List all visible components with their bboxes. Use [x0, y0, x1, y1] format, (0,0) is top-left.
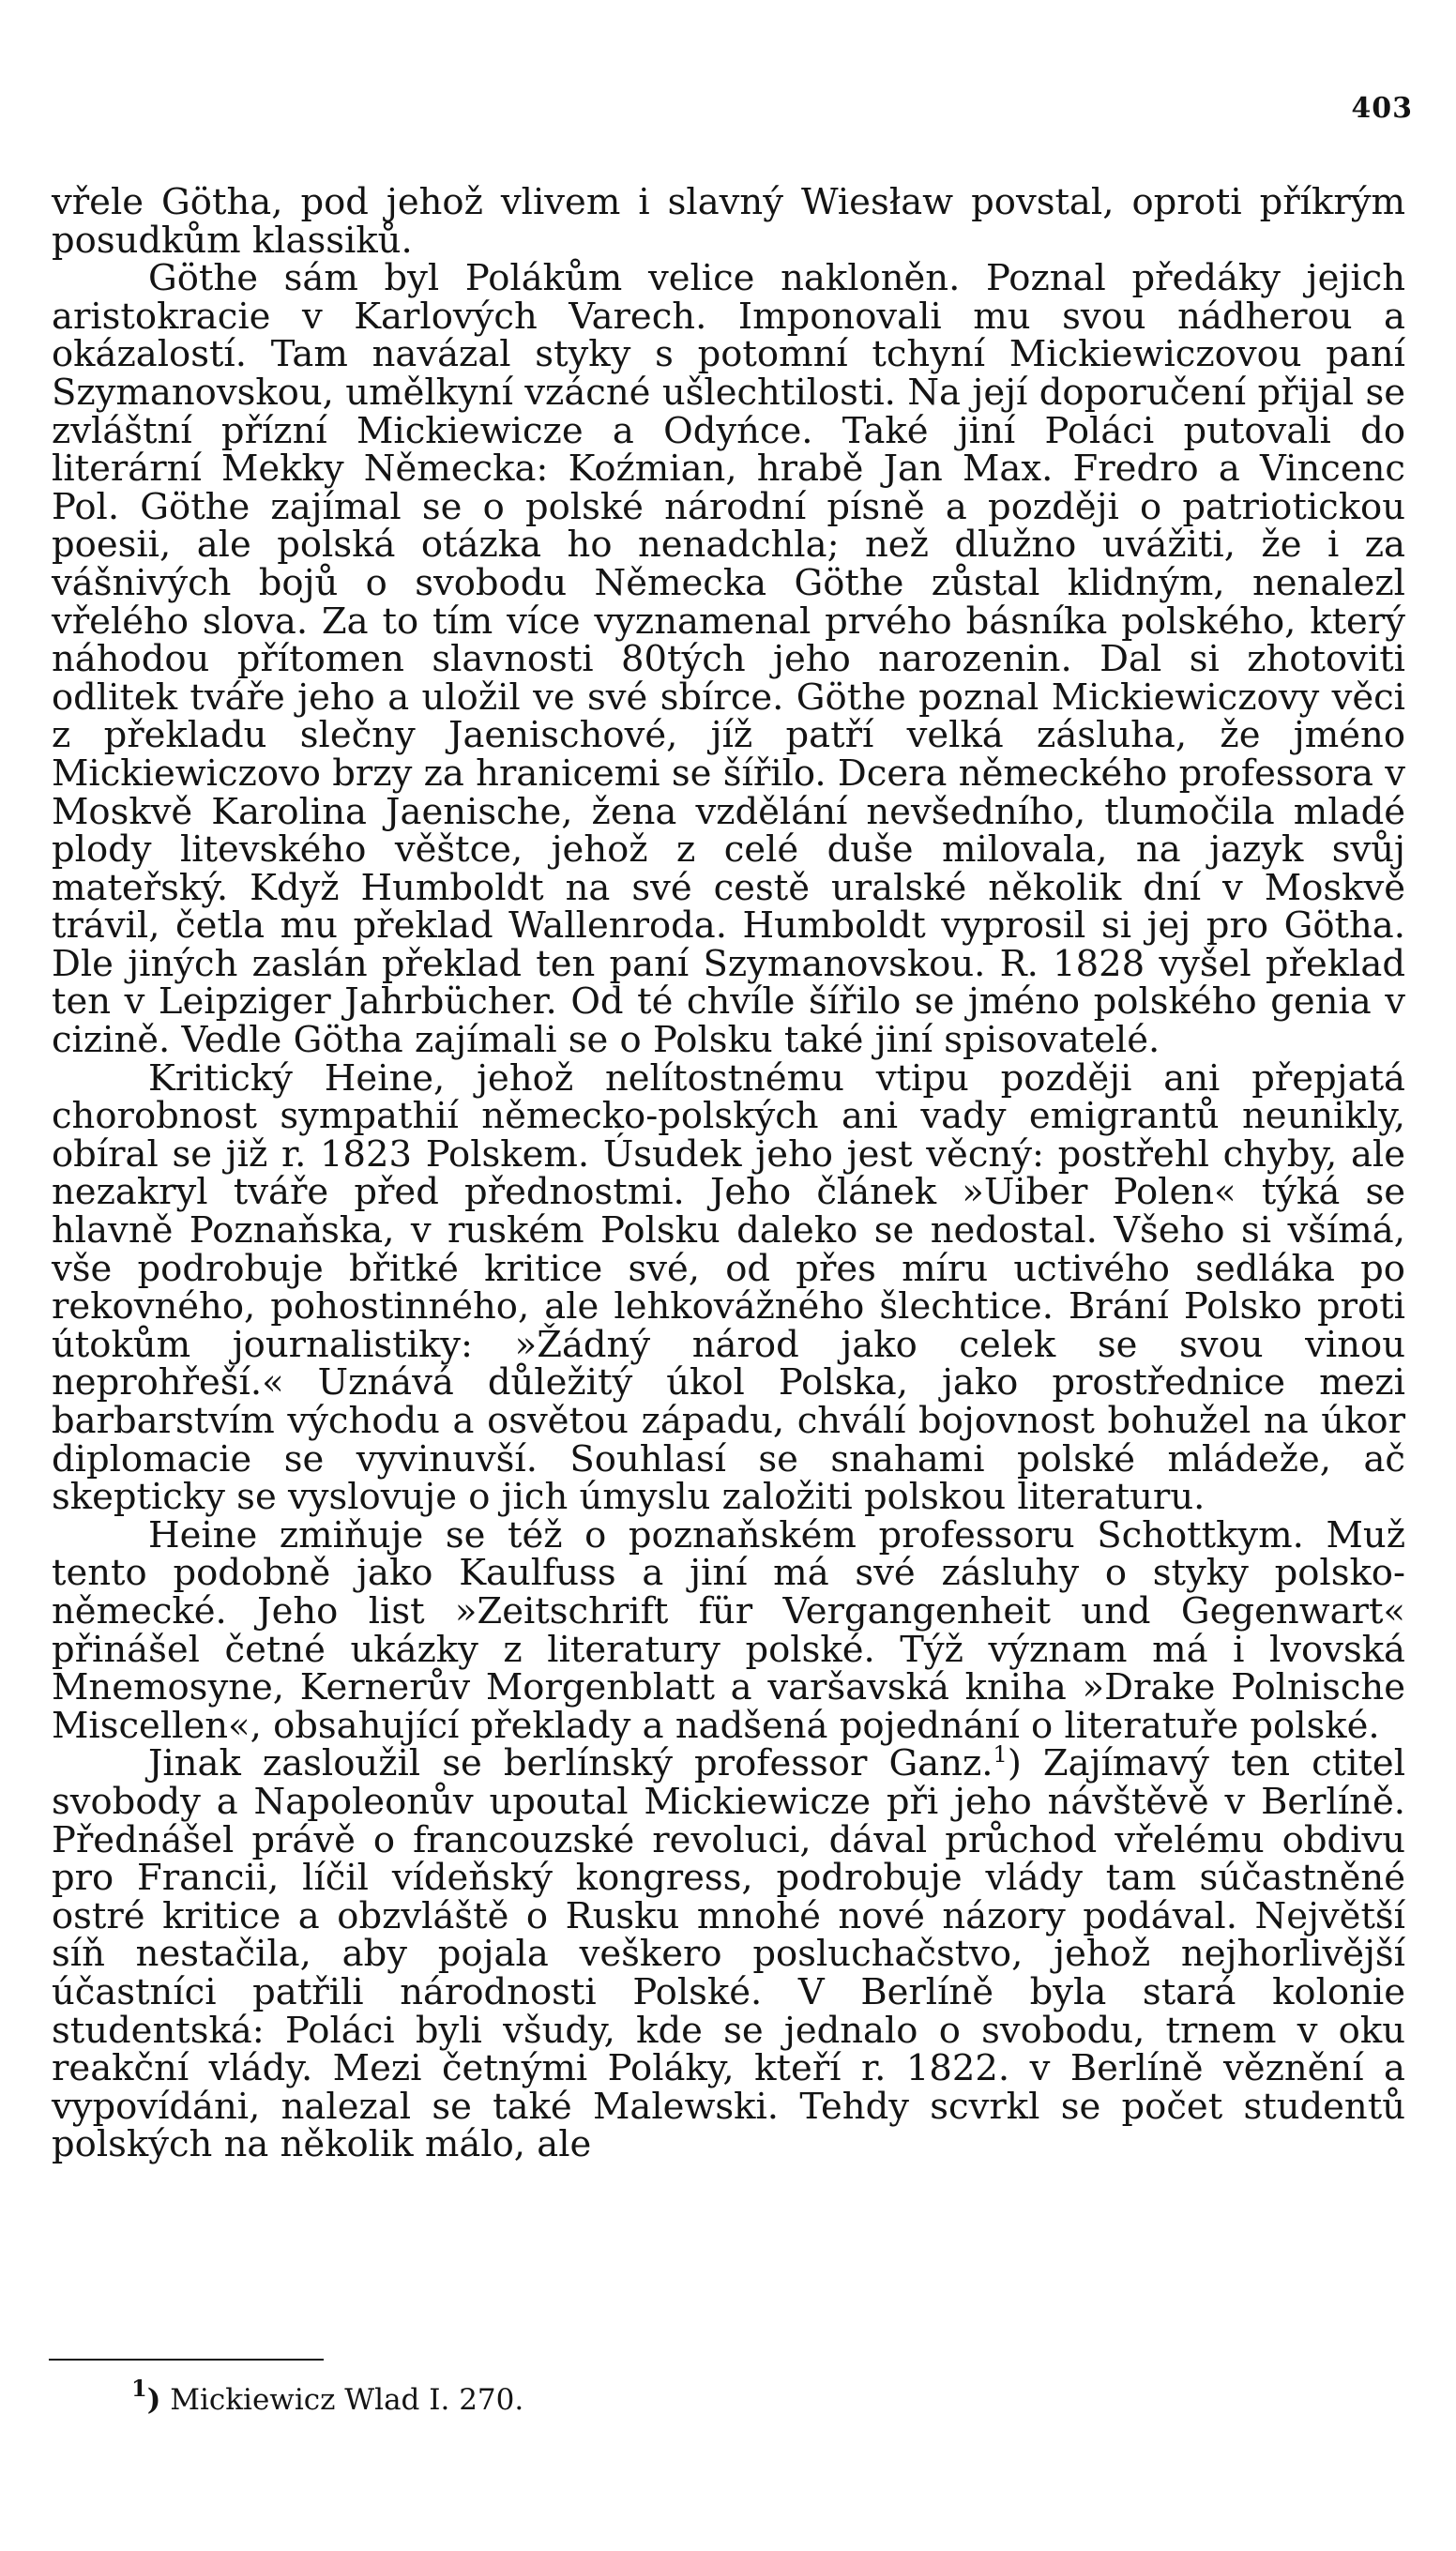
paragraph-text: ) Zajímavý ten ctitel svobody a Napoleonův upoutal Mickiewicze při jeho návštěvě v Berlíně. Přednášel právě o francouzské revoluci, dával průchod vřelému obdivu pro Francii, líčil vídeňský kongress, podrobuje vlády tam súčastněné ostré kritice a obzvláště o Rusku mnohé nové názory podával. Největší síň nestačila, aby pojala veškero posluchačstvo, jehož nejhorlivější účastníci patřili národnosti Polské. V Berlíně byla stará kolonie studentská: Poláci byli všudy, kde se jednalo o svobodu, trnem v oku reakční vlády. Mezi četnými Poláky, kteří r. 1822. v Berlíně věznění a vypovídáni, nalezal se také Malewski. Tehdy scvrkl se počet studentů polských na několik málo, ale	[52, 1742, 1406, 2166]
paragraph: Göthe sám byl Polákům velice nakloněn. Poznal předáky jejich aristokracie v Karlových Varech. Imponovali mu svou nádherou a okázalostí. Tam navázal styky s potomní tchyní Mickiewiczovou paní Szymanovskou, umělkyní vzácné ušlechtilosti. Na její doporučení přijal se zvláštní přízní Mickiewicze a Odyńce. Také jiní Poláci putovali do literární Mekky Německa: Koźmian, hrabě Jan Max. Fredro a Vincenc Pol. Göthe zajímal se o polské národní písně a později o patriotickou poesii, ale polská otázka ho nenadchla; než dlužno uvážiti, že i za vášnivých bojů o svobodu Německa Göthe zůstal klidným, nenalezl vřelého slova. Za to tím více vyznamenal prvého básníka polského, který náhodou přítomen slavnosti 80tých jeho narozenin. Dal si zhotoviti odlitek tváře jeho a uložil ve své sbírce. Göthe poznal Mickiewiczovy věci z překladu slečny Jaenischové, jíž patří velká zásluha, že jméno Mickiewiczovo brzy za hranicemi se šířilo. Dcera německého professora v Moskvě Karolina Jaenische, žena vzdělání nevšedního, tlumočila mladé plody litevského věštce, jehož z celé duše milovala, na jazyk svůj mateřský. Když Humboldt na své cestě uralské několik dní v Moskvě trávil, četla mu překlad Wallenroda. Humboldt vyprosil si jej pro Götha. Dle jiných zaslán překlad ten paní Szymanovskou. R. 1828 vyšel překlad ten v Leipziger Jahrbücher. Od té chvíle šířilo se jméno polského genia v cizině. Vedle Götha zajímali se o Polsku také jiní spisovatelé.	[52, 257, 1405, 1062]
paragraph-text: Jinak zasloužil se berlínský professor Ganz.	[148, 1742, 993, 1785]
footnote-text: Mickiewicz Wlad I. 270.	[160, 2383, 524, 2417]
page-number: 403	[1351, 92, 1413, 125]
paragraph: Kritický Heine, jehož nelítostnému vtipu později ani přepjatá chorobnost sympathií německo-polských ani vady emigrantů neunikly, obíral se již r. 1823 Polskem. Úsudek jeho jest věcný: postřehl chyby, ale nezakryl tváře před přednostmi. Jeho článek »Uiber Polen« týká se hlavně Poznaňska, v ruském Polsku daleko se nedostal. Všeho si všímá, vše podrobuje břitké kritice své, od přes míru uctivého sedláka po rekovného, pohostinného, ale lehkovážného šlechtice. Brání Polsko proti útokům journalistiky: »Žádný národ jako celek se svou vinou neprohřeší.« Uznává důležitý úkol Polska, jako prostřednice mezi barbarstvím východu a osvětou západu, chválí bojovnost bohužel na úkor diplomacie se vyvinuvší. Souhlasí se snahami polské mládeže, ač skepticky se vyslovuje o jich úmyslu založiti polskou literaturu.	[52, 1056, 1405, 1519]
paragraph: Heine zmiňuje se též o poznaňském professoru Schottkym. Muž tento podobně jako Kaulfuss a jiní má své zásluhy o styky polsko-německé. Jeho list »Zeitschrift für Vergangenheit und Gegenwart« přinášel četné ukázky z literatury polské. Týž význam má i lvovská Mnemosyne, Kernerův Morgenblatt a varšavská kniha »Drake Polnische Miscellen«, obsahující překlady a nadšená pojednání o literatuře polské.	[52, 1513, 1405, 1747]
footnote-mark-paren: )	[146, 2383, 161, 2417]
paragraph: vřele Götha, pod jehož vlivem i slavný Wiesław povstal, oproti příkrým posudkům klassiků.	[52, 181, 1405, 262]
footnote-divider	[49, 2359, 324, 2361]
body-text	[52, 181, 1406, 2166]
footnote-mark: 1	[131, 2375, 147, 2402]
paragraph-with-footnote-ref	[52, 1741, 1406, 2166]
footnote	[131, 2375, 524, 2417]
footnote-reference[interactable]: 1	[993, 1741, 1008, 1769]
